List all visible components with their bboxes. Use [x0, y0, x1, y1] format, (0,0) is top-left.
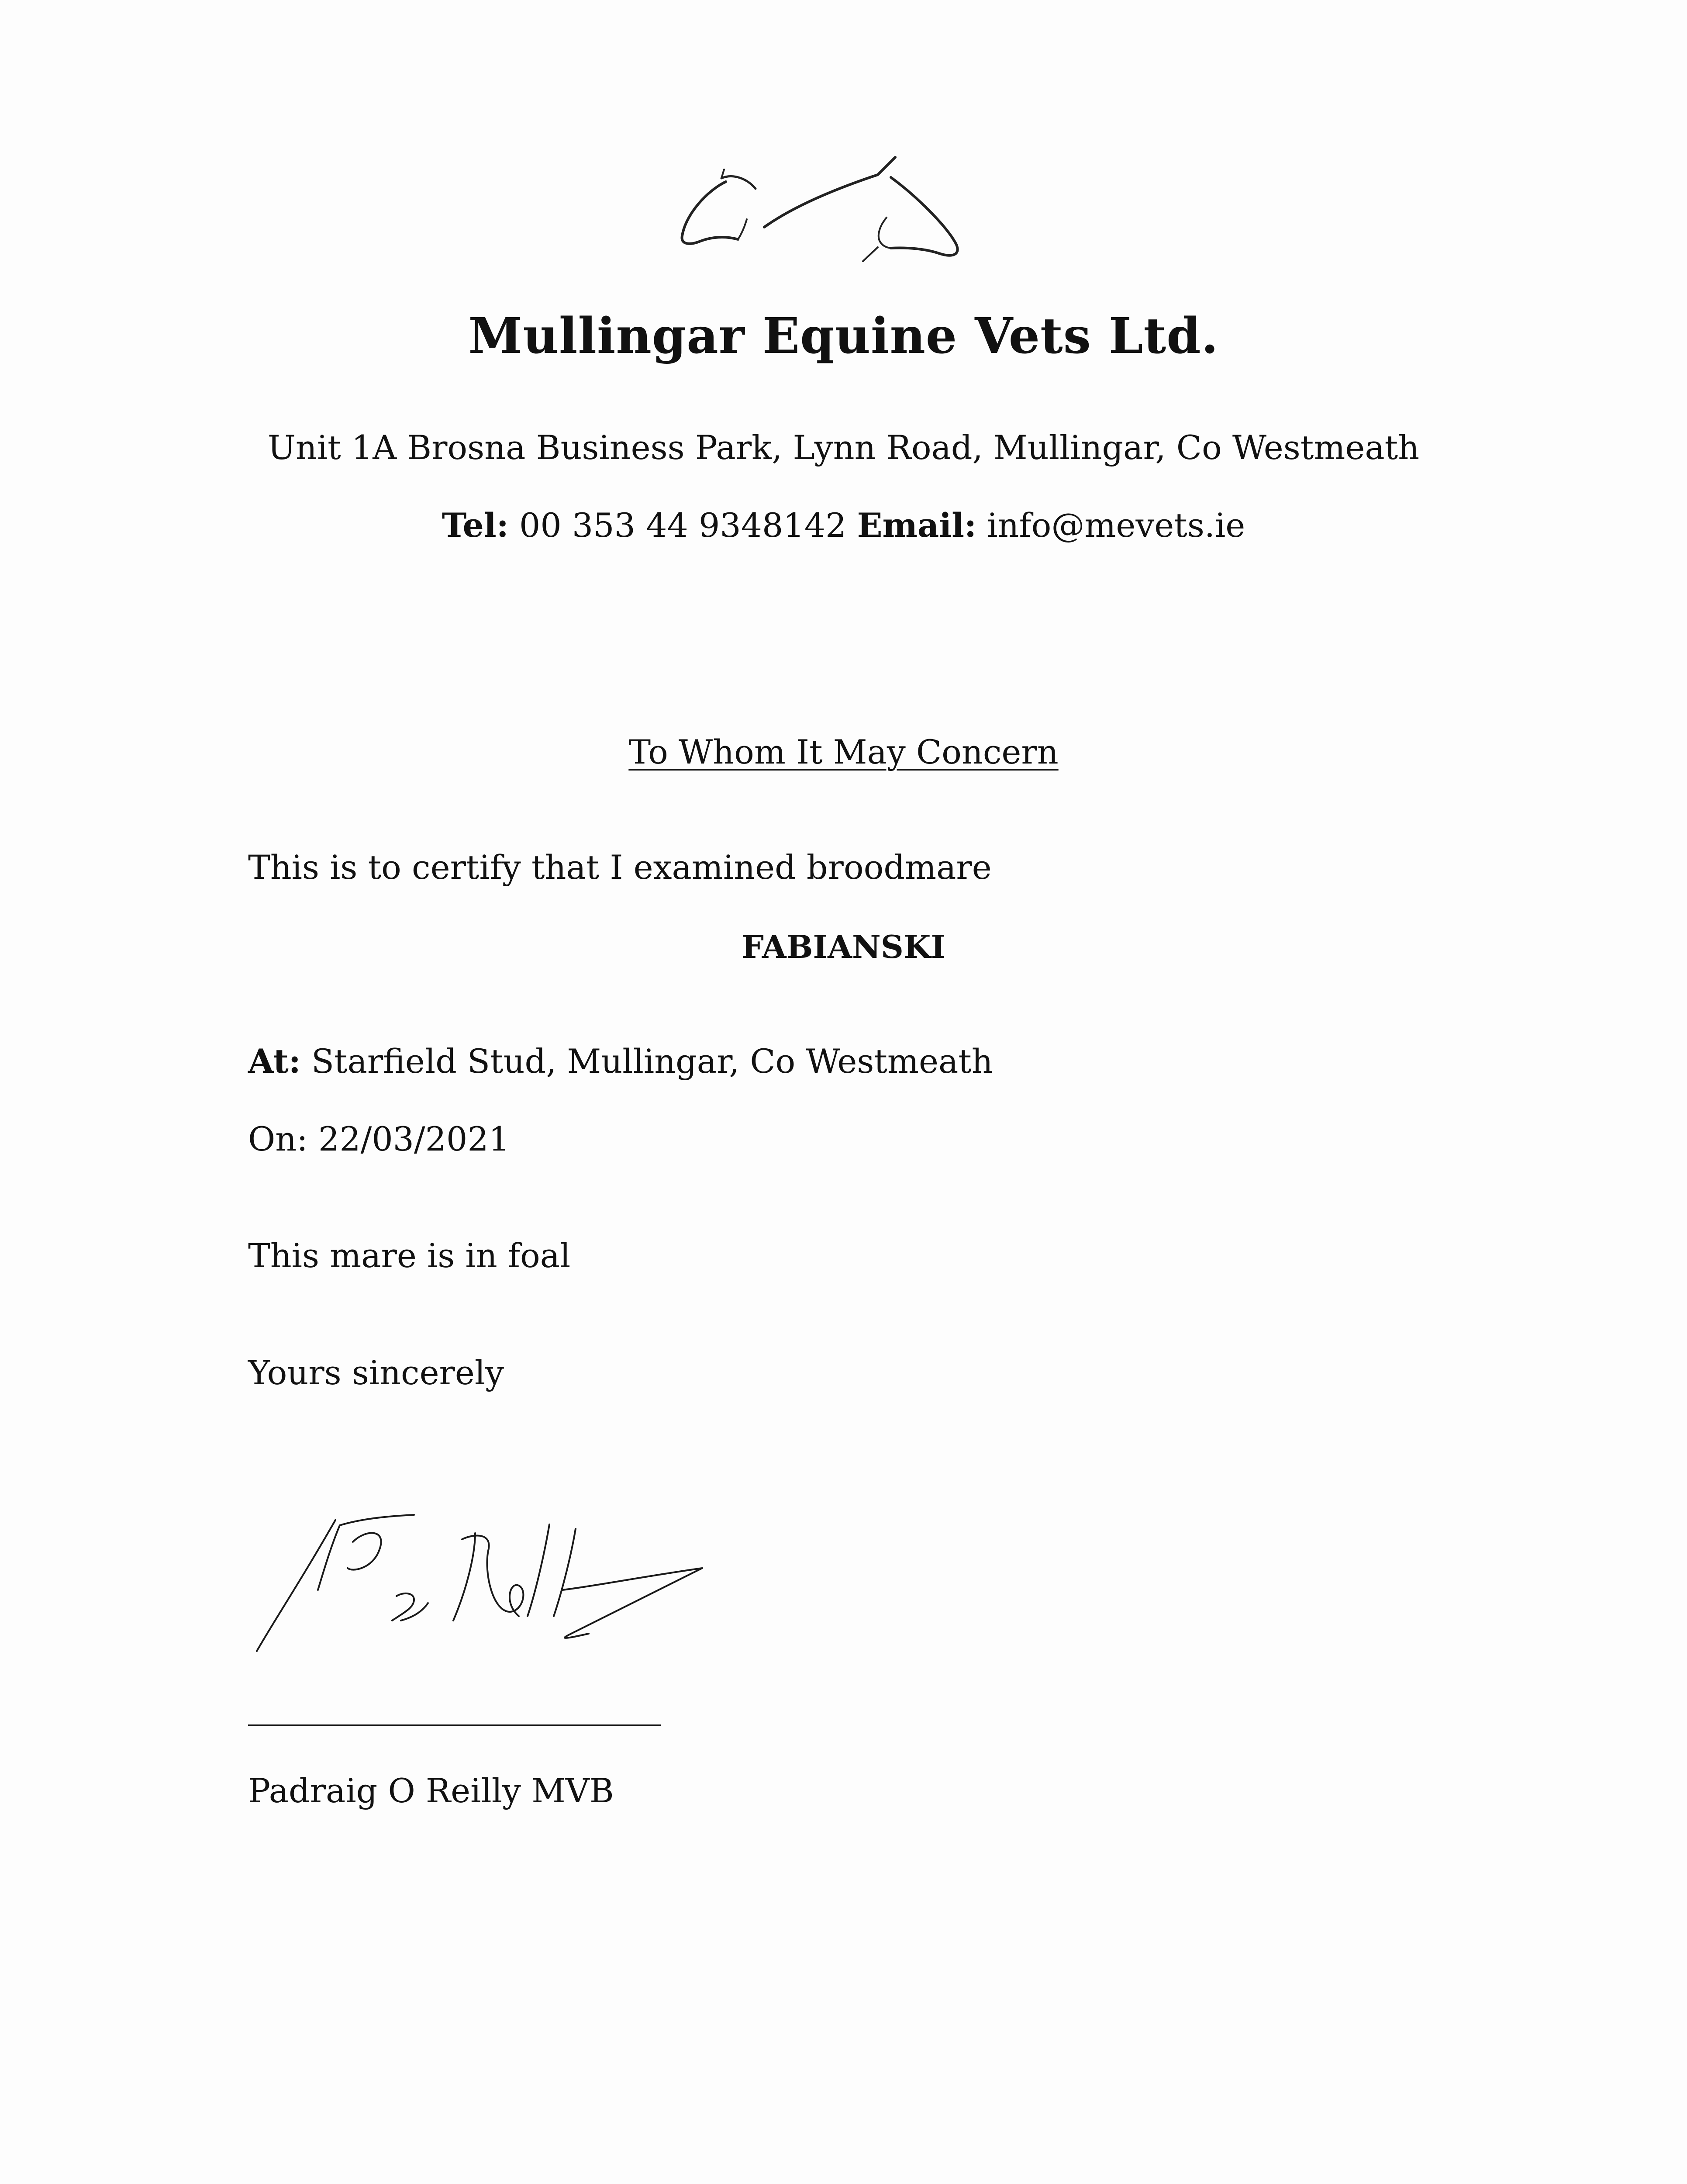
- horse-heads-logo-icon: [673, 149, 969, 271]
- at-value: Starfield Stud, Mullingar, Co Westmeath: [311, 1042, 993, 1081]
- company-address: Unit 1A Brosna Business Park, Lynn Road, Mullingar, Co Westmeath: [267, 428, 1420, 467]
- contact-line: [0, 504, 1687, 547]
- signatory-name: Padraig O Reilly MVB: [248, 1771, 614, 1810]
- location-line: [248, 1040, 993, 1083]
- certify-line: This is to certify that I examined broodmare: [248, 848, 992, 887]
- salutation-text: To Whom It May Concern: [628, 733, 1059, 771]
- email-value: info@mevets.ie: [987, 506, 1245, 545]
- tel-value: 00 353 44 9348142: [519, 506, 847, 545]
- signature-line: [248, 1724, 661, 1726]
- status-line: This mare is in foal: [248, 1236, 571, 1275]
- at-label: At:: [248, 1042, 301, 1081]
- closing-line: Yours sincerely: [248, 1353, 504, 1392]
- email-label: Email:: [857, 506, 977, 545]
- tel-label: Tel:: [442, 506, 509, 545]
- company-name: Mullingar Equine Vets Ltd.: [468, 308, 1219, 365]
- mare-name: FABIANSKI: [741, 928, 946, 965]
- salutation: [0, 730, 1687, 774]
- date-line: On: 22/03/2021: [248, 1120, 510, 1158]
- handwritten-signature-icon: [248, 1503, 715, 1660]
